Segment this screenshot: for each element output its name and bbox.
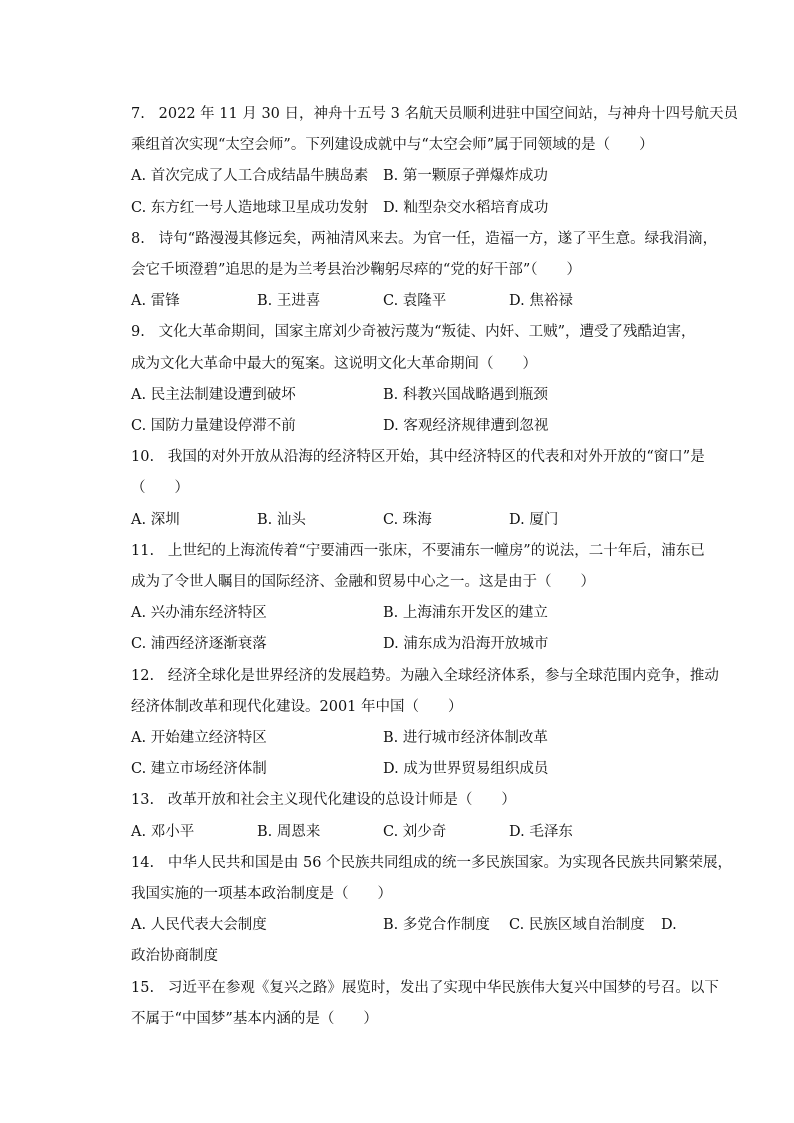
- question-10-stem-1: 我国的对外开放从沿海的经济特区开始，其中经济特区的代表和对外开放的“窗口”是: [167, 449, 705, 466]
- option-d: D. 浦东成为沿海开放城市: [383, 636, 549, 653]
- option-d: D. 成为世界贸易组织成员: [383, 761, 549, 778]
- option-d: D. 厦门: [509, 511, 559, 528]
- question-7-number: 7.: [131, 106, 145, 122]
- question-15-stem-1: 习近平在参观《复兴之路》展览时，发出了实现中华民族伟大复兴中国梦的号召。以下: [167, 979, 719, 996]
- option-b: B. 上海浦东开发区的建立: [383, 605, 548, 622]
- question-13-options: [131, 817, 734, 848]
- question-9-number: 9.: [131, 324, 145, 341]
- option-a: A. 深圳: [131, 511, 180, 528]
- option-c: C. 国防力量建设停滞不前: [131, 418, 296, 435]
- question-11-line-1: [131, 536, 734, 567]
- option-b: B. 汕头: [257, 511, 306, 528]
- option-d: D. 籼型杂交水稻培育成功: [383, 199, 549, 216]
- option-b: B. 科教兴国战略遇到瓶颈: [383, 386, 548, 403]
- question-14-options: [131, 910, 734, 941]
- option-a: A. 民主法制建设遭到破坏: [131, 386, 296, 403]
- option-a: A. 兴办浦东经济特区: [131, 605, 267, 622]
- question-14-number: 14.: [131, 854, 155, 871]
- question-10-stem-2: （ ）: [131, 480, 189, 497]
- question-12-stem-2: 经济体制改革和现代化建设。2001 年中国（ ）: [131, 698, 463, 715]
- question-11-number: 11.: [131, 542, 155, 559]
- question-8-stem-1: 诗句“路漫漫其修远矣，两袖清风来去。为官一任，造福一方，遂了平生意。绿我涓滴，: [158, 230, 718, 247]
- question-8-number: 8.: [131, 230, 145, 247]
- question-7-line-1: [131, 99, 738, 130]
- option-c: C. 建立市场经济体制: [131, 761, 267, 778]
- option-a: A. 雷锋: [131, 293, 180, 310]
- option-c: C. 袁隆平: [383, 293, 447, 310]
- question-13-number: 13.: [131, 792, 155, 809]
- option-b: B. 第一颗原子弹爆炸成功: [383, 168, 548, 185]
- question-9-line-1: [131, 317, 734, 348]
- option-c: C. 浦西经济逐渐衰落: [131, 636, 267, 653]
- question-11: [131, 536, 734, 661]
- option-a: A. 首次完成了人工合成结晶牛胰岛素: [131, 168, 369, 185]
- question-11-stem-2: 成为了令世人瞩目的国际经济、金融和贸易中心之一。这是由于（ ）: [131, 574, 595, 591]
- option-b: B. 周恩来: [257, 823, 321, 840]
- question-14-line-1: [131, 848, 734, 879]
- question-15-number: 15.: [131, 979, 155, 996]
- question-9: [131, 317, 734, 442]
- question-7: [131, 99, 738, 224]
- option-d: D. 焦裕禄: [509, 293, 573, 310]
- question-12-number: 12.: [131, 667, 155, 684]
- question-11-options: [131, 598, 734, 660]
- question-12: [131, 661, 734, 786]
- question-14: [131, 848, 734, 973]
- question-12-options: [131, 723, 734, 785]
- option-d-letter: D.: [661, 917, 677, 934]
- question-10: [131, 442, 734, 536]
- question-8-line-1: [131, 224, 734, 255]
- question-13-stem-1: 改革开放和社会主义现代化建设的总设计师是（ ）: [167, 792, 516, 809]
- question-13: [131, 785, 734, 847]
- question-10-number: 10.: [131, 449, 155, 466]
- option-d: D. 客观经济规律遭到忽视: [383, 418, 549, 435]
- question-12-stem-1: 经济全球化是世界经济的发展趋势。为融入全球经济体系，参与全球范围内竞争，推动: [167, 667, 719, 684]
- question-14-stem-1: 中华人民共和国是由 56 个民族共同组成的统一多民族国家。为实现各民族共同繁荣展，: [167, 854, 733, 871]
- question-15-line-1: [131, 973, 734, 1004]
- question-12-line-1: [131, 661, 734, 692]
- option-c: C. 刘少奇: [383, 823, 447, 840]
- question-14-stem-2: 我国实施的一项基本政治制度是（ ）: [131, 886, 392, 903]
- option-b: B. 进行城市经济体制改革: [383, 730, 548, 747]
- question-7-stem-2: 乘组首次实现“太空会师”。下列建设成就中与“太空会师”属于同领域的是（ ）: [131, 137, 654, 154]
- question-10-options: [131, 505, 734, 536]
- option-a: A. 邓小平: [131, 823, 195, 840]
- option-c: C. 东方红一号人造地球卫星成功发射: [131, 199, 369, 216]
- question-7-options: [131, 161, 734, 223]
- question-13-line-1: [131, 785, 734, 816]
- option-b: B. 多党合作制度: [383, 917, 490, 934]
- question-15: [131, 973, 734, 1035]
- question-15-stem-2: 不属于“中国梦”基本内涵的是（ ）: [131, 1010, 378, 1027]
- option-d: D. 毛泽东: [509, 823, 573, 840]
- option-a: A. 开始建立经济特区: [131, 730, 267, 747]
- question-10-line-1: [131, 442, 734, 473]
- question-7-stem-1: 2022 年 11 月 30 日，神舟十五号 3 名航天员顺利进驻中国空间站，与神舟十四号航天员: [158, 106, 738, 122]
- question-9-stem-2: 成为文化大革命中最大的冤案。这说明文化大革命期间（ ）: [131, 355, 537, 372]
- question-8: [131, 224, 734, 318]
- question-8-options: [131, 286, 734, 317]
- question-8-stem-2: 会它千顷澄碧”追思的是为兰考县治沙鞠躬尽瘁的“党的好干部”（ ）: [131, 262, 581, 279]
- option-d-text: 政治协商制度: [131, 948, 218, 965]
- question-9-stem-1: 文化大革命期间，国家主席刘少奇被污蔑为“叛徒、内奸、工贼”，遭受了残酷迫害，: [158, 324, 696, 341]
- option-c: C. 珠海: [383, 511, 432, 528]
- option-c: C. 民族区域自治制度: [509, 917, 645, 934]
- question-9-options: [131, 380, 734, 442]
- option-b: B. 王进喜: [257, 293, 321, 310]
- question-11-stem-1: 上世纪的上海流传着“宁要浦西一张床，不要浦东一幢房”的说法，二十年后，浦东已: [167, 542, 705, 559]
- option-a: A. 人民代表大会制度: [131, 917, 267, 934]
